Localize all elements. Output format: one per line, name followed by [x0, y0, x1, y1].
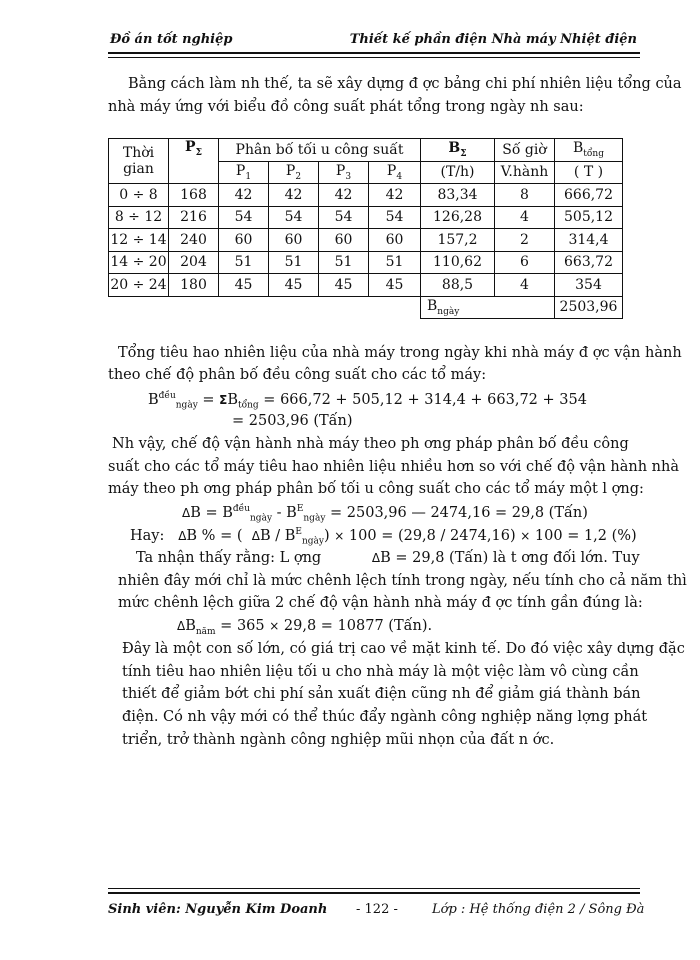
equation-4: $\Delta B_{năm} = 365 \times 29,8 = 10877$ (Tấn). — [177, 618, 433, 637]
page-number: - 122 - — [356, 902, 398, 917]
header-title-right: Thiết kế phần điện Nhà máy Nhiệt điện — [349, 32, 637, 47]
intro-line-2: nhà máy ứng với biểu đồ công suất phát tổng trong ngày nh sau: — [108, 99, 584, 115]
header-rule-thick — [108, 52, 640, 54]
col-header-p2: $P_2$ — [269, 161, 319, 184]
equation-1: $B^{đều}_{ngày} = \Sigma B_{tổng} = 666,72 + 505,12 + 314,4 + 663,72 + 354$ — [148, 391, 587, 411]
p4-line-1: Đây là một con số lớn, có giá trị cao về mặt kinh tế. Do đó việc xây dựng đặc — [122, 641, 685, 657]
table-header-row-1 — [109, 139, 623, 162]
total-label: $B_{ngày}$ — [421, 296, 555, 319]
col-header-btong-unit: ( T ) — [555, 161, 623, 184]
footer-rule-thin — [108, 888, 640, 889]
col-header-p4: $P_4$ — [369, 161, 421, 184]
table-row: 0 ÷ 8 168 42 42 42 42 83,34 8 666,72 — [109, 184, 623, 207]
table-row: 12 ÷ 14 240 60 60 60 60 157,2 2 314,4 — [109, 229, 623, 252]
table-row: 20 ÷ 24 180 45 45 45 45 88,5 4 354 — [109, 274, 623, 297]
p4-line-2: tính tiêu hao nhiên liệu tối u cho nhà máy là một việc làm vô cùng cần — [122, 664, 639, 680]
p3-line-3: mức chênh lệch giữa 2 chế độ vận hành nhà máy đ ợc tính gần đúng là: — [118, 595, 643, 611]
p2-line-2: suất cho các tổ máy tiêu hao nhiên liệu nhiều hơn so với chế độ vận hành nhà — [108, 459, 679, 475]
p4-line-5: triển, trở thành ngành công nghiệp mũi nhọn của đất n ớc. — [122, 732, 555, 748]
intro-line-1: Bằng cách làm nh thế, ta sẽ xây dựng đ ợc bảng chi phí nhiên liệu tổng của — [128, 76, 682, 92]
total-value: 2503,96 — [555, 296, 623, 319]
col-header-btong: $B_{tổng}$ — [555, 139, 623, 162]
col-header-px: $P_\Sigma$ — [169, 139, 219, 184]
equation-3: Hay: ΔB % = ( $\Delta B / B^E_{ngày}) \times 100 = (29,8 / 2474,16) \times 100 = 1,2$ (%) — [130, 527, 637, 547]
header-rule-thin — [108, 57, 640, 58]
col-header-hours-2: V.hành — [495, 161, 555, 184]
p1-line-2: theo chế độ phân bố đều công suất cho các tổ máy: — [108, 367, 487, 383]
equation-2: $\Delta B = B^{đều}_{ngày} - B^E_{ngày} = 2503,96$ — 2474,16 = 29,8 (Tấn) — [182, 504, 588, 524]
p4-line-4: điện. Có nh vậy mới có thể thúc đẩy ngành công nghiệp năng lợng phát — [122, 709, 648, 725]
col-header-p1: $P_1$ — [219, 161, 269, 184]
col-header-p3: $P_3$ — [319, 161, 369, 184]
p4-line-3: thiết để giảm bớt chi phí sản xuất điện cũng nh để giảm giá thành bán — [122, 686, 641, 702]
col-header-bx: $B_\Sigma$ — [421, 139, 495, 162]
footer-class: Lớp : Hệ thống điện 2 / Sông Đà — [432, 902, 645, 917]
header-title-left: Đồ án tốt nghiệp — [110, 32, 233, 47]
table-row: 8 ÷ 12 216 54 54 54 54 126,28 4 505,12 — [109, 206, 623, 229]
footer-rule-thick — [108, 892, 640, 894]
p1-line-1: Tổng tiêu hao nhiên liệu của nhà máy trong ngày khi nhà máy đ ợc vận hành — [118, 345, 682, 361]
table-total-row — [109, 296, 623, 319]
footer-student: Sinh viên: Nguyễn Kim Doanh — [108, 902, 328, 917]
p3-line-1: Ta nhận thấy rằng: L ợng ΔB = 29,8 (Tấn) là t ơng đối lớn. Tuy — [136, 550, 640, 566]
p2-line-1: Nh vậy, chế độ vận hành nhà máy theo ph ơng pháp phân bố đều công — [112, 436, 629, 452]
table-row: 14 ÷ 20 204 51 51 51 51 110,62 6 663,72 — [109, 251, 623, 274]
p3-line-2: nhiên đây mới chỉ là mức chênh lệch tính trong ngày, nếu tính cho cả năm thì — [118, 573, 687, 589]
col-header-hours: Số giờ — [495, 139, 555, 162]
equation-1-result: = 2503,96 (Tấn) — [232, 413, 353, 429]
col-header-time: Thời gian — [109, 139, 169, 184]
col-header-bx-unit: (T/h) — [421, 161, 495, 184]
fuel-cost-table — [108, 138, 623, 319]
col-header-distribution: Phân bố tối u công suất — [219, 139, 421, 162]
p2-line-3: máy theo ph ơng pháp phân bố tối u công suất cho các tổ máy một l ợng: — [108, 481, 644, 497]
